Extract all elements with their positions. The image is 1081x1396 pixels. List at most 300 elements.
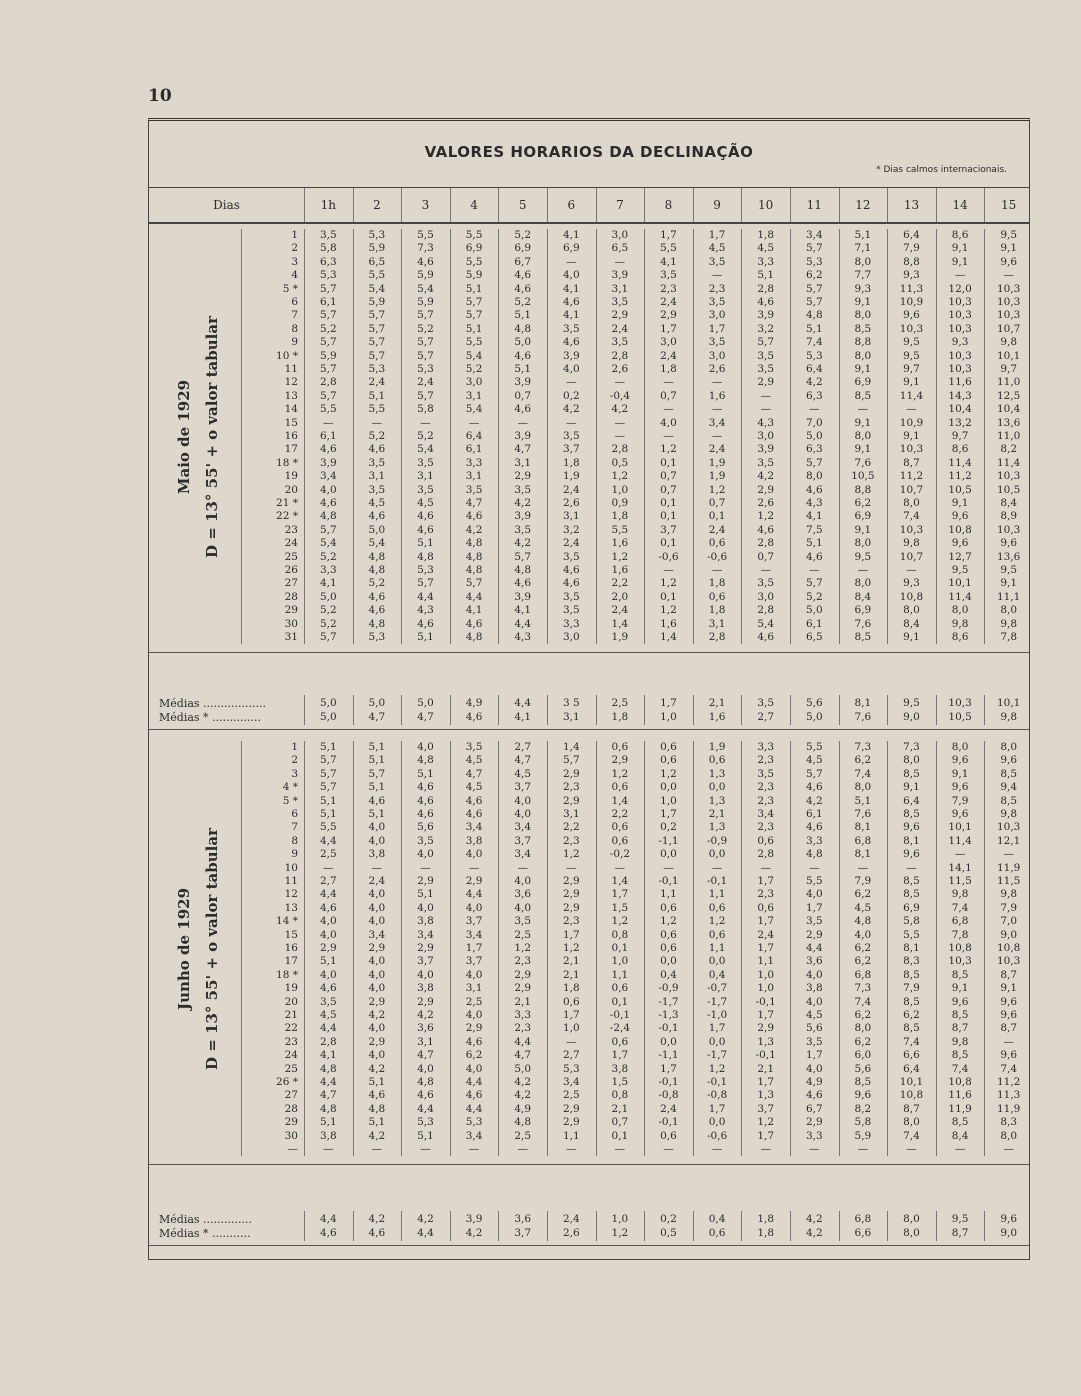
day-cell: 12 xyxy=(284,888,298,901)
value-cell: 2,8 xyxy=(757,848,775,861)
value-cell: 3,9 xyxy=(562,349,580,362)
value-cell: 3,0 xyxy=(708,349,726,362)
value-cell: 8,5 xyxy=(951,1009,969,1021)
value-cell: 2,9 xyxy=(562,875,580,887)
value-cell: 2,4 xyxy=(660,349,677,362)
value-cell: 1,6 xyxy=(611,564,629,576)
means-cell: 1,8 xyxy=(757,1227,775,1239)
value-cell: 10,4 xyxy=(948,403,972,416)
value-cell: 4,6 xyxy=(417,781,434,794)
value-cell: 3,5 xyxy=(368,483,386,496)
value-cell: 9,1 xyxy=(951,982,969,995)
value-cell: 5,8 xyxy=(903,915,920,928)
means-divider xyxy=(644,695,645,725)
value-cell: 0,7 xyxy=(660,389,677,402)
means-cell: 2,5 xyxy=(611,697,629,709)
table-row xyxy=(149,915,1029,928)
value-cell: 4,4 xyxy=(465,1076,483,1088)
value-cell: 11,6 xyxy=(948,1089,972,1102)
month-label: Maio de 1929 xyxy=(175,379,193,494)
value-cell: 4,8 xyxy=(465,537,483,550)
value-cell: 3,4 xyxy=(465,1129,483,1142)
value-cell: 4,6 xyxy=(514,403,532,416)
value-cell: 2,9 xyxy=(611,309,629,322)
day-cell: 23 xyxy=(284,523,298,536)
value-cell: 4,8 xyxy=(319,1062,337,1075)
means-cell: 4,6 xyxy=(368,1227,386,1239)
means-label: Médias .............. xyxy=(159,1213,252,1226)
value-cell: 9,1 xyxy=(951,255,969,268)
value-cell: — xyxy=(663,1143,674,1155)
value-cell: 5,1 xyxy=(319,1116,337,1129)
value-cell: 4,7 xyxy=(417,1049,434,1062)
value-cell: 10,3 xyxy=(899,322,924,335)
value-cell: — xyxy=(614,1143,626,1155)
value-cell: — xyxy=(663,403,674,416)
day-cell: 26 xyxy=(284,564,298,576)
value-cell: 3,5 xyxy=(417,456,434,469)
value-cell: 5,7 xyxy=(319,754,337,767)
value-cell: 1,2 xyxy=(611,767,629,780)
value-cell: 1,7 xyxy=(611,888,629,901)
value-cell: 9,3 xyxy=(951,336,969,349)
day-cell: 29 xyxy=(284,604,298,617)
value-cell: 4,5 xyxy=(514,767,532,780)
value-cell: 5,7 xyxy=(417,349,434,362)
value-cell: 4,2 xyxy=(805,794,823,807)
header-hour: 3 xyxy=(421,198,430,212)
value-cell: 6,6 xyxy=(903,1049,920,1062)
means-cell: 10,3 xyxy=(948,697,972,709)
value-cell: 4,0 xyxy=(660,416,677,429)
value-cell: -1,7 xyxy=(658,995,679,1008)
value-cell: 9,3 xyxy=(854,282,872,295)
header-divider xyxy=(693,188,694,222)
value-cell: 7,4 xyxy=(903,1035,920,1048)
value-cell: -0,6 xyxy=(658,550,679,563)
value-cell: 1,0 xyxy=(562,1022,580,1035)
value-cell: 3,5 xyxy=(805,1035,823,1048)
value-cell: 1,7 xyxy=(562,928,580,941)
value-cell: 0,6 xyxy=(611,821,629,834)
value-cell: 0,6 xyxy=(611,834,629,847)
means-cell: 9,5 xyxy=(903,697,920,709)
value-cell: 4,6 xyxy=(757,523,775,536)
value-cell: 2,8 xyxy=(319,376,337,389)
value-cell: 3,3 xyxy=(514,1009,532,1021)
value-cell: 4,5 xyxy=(708,242,726,255)
value-cell: 7,3 xyxy=(417,242,434,255)
value-cell: — xyxy=(323,861,334,874)
value-cell: 10,3 xyxy=(948,363,972,375)
value-cell: 1,2 xyxy=(708,483,726,496)
day-cell: 19 xyxy=(284,982,298,995)
value-cell: 3,5 xyxy=(708,336,726,349)
value-cell: 8,8 xyxy=(903,255,920,268)
value-cell: 10,3 xyxy=(899,443,924,456)
value-cell: — xyxy=(906,1143,917,1155)
value-cell: 6,7 xyxy=(514,255,532,268)
means-divider xyxy=(887,695,888,725)
value-cell: — xyxy=(468,416,480,429)
value-cell: 8,5 xyxy=(903,995,920,1008)
page-number: 10 xyxy=(148,86,172,106)
value-cell: 10,3 xyxy=(948,349,972,362)
value-cell: 3,8 xyxy=(611,1062,629,1075)
means-cell: 4,2 xyxy=(368,1213,386,1225)
value-cell: 4,4 xyxy=(465,590,483,603)
value-cell: 8,5 xyxy=(951,968,969,981)
value-cell: — xyxy=(566,1143,577,1155)
value-cell: 5,9 xyxy=(417,296,434,308)
value-cell: -1,0 xyxy=(706,1009,728,1021)
table-row xyxy=(149,888,1029,901)
value-cell: 1,1 xyxy=(708,942,726,954)
means-divider xyxy=(450,695,451,725)
value-cell: 3,3 xyxy=(465,456,483,469)
value-cell: 6,2 xyxy=(465,1049,483,1062)
means-cell: 0,2 xyxy=(660,1213,677,1225)
value-cell: 0,6 xyxy=(660,901,677,914)
value-cell: 3,4 xyxy=(708,416,726,429)
value-cell: 11,4 xyxy=(948,456,972,469)
value-cell: 1,8 xyxy=(708,577,726,590)
value-cell: 7,4 xyxy=(854,995,872,1008)
value-cell: 5,7 xyxy=(319,767,337,780)
value-cell: 4,8 xyxy=(319,1102,337,1115)
value-cell: 3,9 xyxy=(514,430,532,442)
value-cell: 8,5 xyxy=(903,767,920,780)
value-cell: 2,9 xyxy=(417,942,434,954)
value-cell: 2,1 xyxy=(514,995,532,1008)
value-cell: 3,9 xyxy=(514,376,532,389)
value-cell: 2,8 xyxy=(757,604,775,617)
value-cell: 4,2 xyxy=(514,537,532,550)
value-cell: 5,1 xyxy=(465,282,483,295)
value-cell: 1,2 xyxy=(514,942,532,954)
day-cell: 6 xyxy=(291,808,298,820)
value-cell: — xyxy=(614,861,626,874)
value-cell: 4,2 xyxy=(611,403,629,416)
value-cell: — xyxy=(906,564,917,576)
value-cell: 1,3 xyxy=(757,1089,775,1102)
value-cell: 1,3 xyxy=(757,1035,775,1048)
value-cell: 4,6 xyxy=(417,1089,434,1102)
value-cell: — xyxy=(711,430,723,442)
value-cell: 4,5 xyxy=(417,497,434,509)
value-cell: 4,0 xyxy=(417,848,434,861)
value-cell: 4,6 xyxy=(417,794,434,807)
value-cell: 11,5 xyxy=(996,875,1021,887)
value-cell: 3,5 xyxy=(611,336,629,349)
value-cell: 5,3 xyxy=(417,564,434,576)
value-cell: 0,0 xyxy=(708,1116,726,1129)
value-cell: 0,6 xyxy=(611,781,629,794)
value-cell: 2,3 xyxy=(757,821,775,834)
value-cell: 2,4 xyxy=(368,875,386,887)
value-cell: 6,2 xyxy=(854,1035,872,1048)
value-cell: — xyxy=(760,403,771,416)
day-cell: 21 * xyxy=(276,497,298,509)
value-cell: 1,1 xyxy=(708,888,726,901)
value-cell: 8,6 xyxy=(951,631,969,643)
month-label: Junho de 1929 xyxy=(175,887,193,1010)
value-cell: 4,6 xyxy=(417,808,434,820)
value-cell: 7,1 xyxy=(854,242,872,255)
means-separator xyxy=(149,1245,1029,1246)
value-cell: — xyxy=(566,861,577,874)
value-cell: 5,2 xyxy=(319,322,337,335)
value-cell: 4,8 xyxy=(417,550,434,563)
value-cell: -0,1 xyxy=(609,1009,631,1021)
value-cell: 4,0 xyxy=(319,968,337,981)
means-cell: 2,4 xyxy=(562,1213,580,1225)
day-cell: 27 xyxy=(284,1089,298,1102)
value-cell: 6,3 xyxy=(319,255,337,268)
value-cell: 4,2 xyxy=(368,1129,386,1142)
value-cell: — xyxy=(371,861,383,874)
header-hour: 12 xyxy=(855,198,871,212)
value-cell: -0,7 xyxy=(706,982,728,995)
day-cell: 28 xyxy=(284,590,298,603)
value-cell: 0,7 xyxy=(660,483,677,496)
value-cell: 5,4 xyxy=(465,349,483,362)
value-cell: 8,7 xyxy=(903,1102,920,1115)
value-cell: -0,4 xyxy=(609,389,631,402)
value-cell: 2,5 xyxy=(514,1129,532,1142)
means-cell: 8,7 xyxy=(951,1227,969,1239)
value-cell: 2,4 xyxy=(368,376,386,389)
value-cell: 0,1 xyxy=(611,942,629,954)
value-cell: 4,6 xyxy=(562,577,580,590)
value-cell: 8,0 xyxy=(903,497,920,509)
value-cell: 1,4 xyxy=(611,617,629,630)
value-cell: 9,1 xyxy=(903,631,920,643)
value-cell: 5,2 xyxy=(319,550,337,563)
value-cell: 5,5 xyxy=(465,229,483,241)
value-cell: 4,6 xyxy=(319,497,337,509)
value-cell: 1,7 xyxy=(757,875,775,887)
day-cell: 5 * xyxy=(282,794,298,807)
value-cell: — xyxy=(809,564,820,576)
value-cell: — xyxy=(1003,1035,1014,1048)
value-cell: 4,6 xyxy=(319,443,337,456)
value-cell: 9,8 xyxy=(951,888,969,901)
value-cell: 8,0 xyxy=(1000,741,1018,753)
value-cell: 8,0 xyxy=(854,781,872,794)
value-cell: 2,9 xyxy=(611,754,629,767)
value-cell: 1,1 xyxy=(660,888,677,901)
table-row xyxy=(149,336,1029,349)
value-cell: 4,0 xyxy=(417,1062,434,1075)
table-row xyxy=(149,403,1029,416)
value-cell: 5,1 xyxy=(319,741,337,753)
value-cell: 4,2 xyxy=(368,1009,386,1021)
value-cell: 1,2 xyxy=(708,1062,726,1075)
value-cell: 9,6 xyxy=(951,808,969,820)
value-cell: — xyxy=(517,861,528,874)
value-cell: 9,5 xyxy=(854,550,872,563)
means-cell: 3,1 xyxy=(562,711,580,723)
value-cell: 7,3 xyxy=(903,741,920,753)
table-row xyxy=(149,741,1029,754)
value-cell: 5,3 xyxy=(368,631,386,643)
value-cell: 4,0 xyxy=(368,915,386,928)
value-cell: 10,7 xyxy=(899,550,924,563)
value-cell: 1,7 xyxy=(708,1102,726,1115)
value-cell: 1,6 xyxy=(611,537,629,550)
value-cell: 2,9 xyxy=(562,1116,580,1129)
value-cell: 0,0 xyxy=(708,848,726,861)
day-cell: 10 xyxy=(284,861,298,874)
value-cell: 8,5 xyxy=(903,888,920,901)
value-cell: 5,5 xyxy=(368,269,386,282)
value-cell: 1,3 xyxy=(708,794,726,807)
value-cell: 10,3 xyxy=(996,470,1021,483)
value-cell: 5,2 xyxy=(417,430,434,442)
table-row xyxy=(149,969,1029,982)
table-row xyxy=(149,631,1029,644)
value-cell: 3,1 xyxy=(368,470,386,483)
value-cell: 2,6 xyxy=(611,363,629,375)
value-cell: 10,1 xyxy=(948,577,972,590)
value-cell: 3,5 xyxy=(805,915,823,928)
value-cell: 7,4 xyxy=(903,510,920,523)
value-cell: 9,8 xyxy=(951,1035,969,1048)
value-cell: -0,6 xyxy=(706,1129,728,1142)
day-cell: 8 xyxy=(291,834,298,847)
day-cell: 26 * xyxy=(276,1076,298,1088)
value-cell: 5,7 xyxy=(368,336,386,349)
value-cell: 10,3 xyxy=(996,955,1021,968)
means-cell: 10,1 xyxy=(996,697,1021,709)
value-cell: 2,9 xyxy=(805,1116,823,1129)
value-cell: 8,0 xyxy=(854,309,872,322)
value-cell: 5,7 xyxy=(319,336,337,349)
value-cell: 4,0 xyxy=(465,1009,483,1021)
value-cell: 6,9 xyxy=(562,242,580,255)
value-cell: 4,5 xyxy=(319,1009,337,1021)
value-cell: 4,7 xyxy=(319,1089,337,1102)
table-row xyxy=(149,242,1029,255)
value-cell: 1,8 xyxy=(562,456,580,469)
table-row xyxy=(149,510,1029,523)
value-cell: 7,4 xyxy=(951,901,969,914)
value-cell: 8,5 xyxy=(854,322,872,335)
value-cell: 9,6 xyxy=(1000,754,1018,767)
value-cell: 2,5 xyxy=(562,1089,580,1102)
value-cell: 4,0 xyxy=(805,1062,823,1075)
value-cell: 5,1 xyxy=(368,389,386,402)
value-cell: 9,5 xyxy=(903,336,920,349)
value-cell: 2,9 xyxy=(757,376,775,389)
value-cell: 4,6 xyxy=(417,255,434,268)
means-divider xyxy=(450,1211,451,1241)
table-title: VALORES HORARIOS DA DECLINAÇÃO xyxy=(424,143,754,161)
value-cell: 6,4 xyxy=(903,229,920,241)
means-cell: 3,6 xyxy=(514,1213,532,1225)
value-cell: 6,2 xyxy=(903,1009,920,1021)
value-cell: 5,5 xyxy=(903,928,920,941)
value-cell: 5,0 xyxy=(805,604,823,617)
value-cell: 9,5 xyxy=(1000,564,1018,576)
value-cell: 2,4 xyxy=(660,1102,677,1115)
value-cell: 9,6 xyxy=(951,754,969,767)
value-cell: 5,4 xyxy=(319,537,337,550)
value-cell: 14,3 xyxy=(948,389,972,402)
value-cell: — xyxy=(566,1035,577,1048)
value-cell: 9,8 xyxy=(1000,808,1018,820)
value-cell: 3,1 xyxy=(417,1035,434,1048)
day-cell: 30 xyxy=(284,617,298,630)
day-cell: 2 xyxy=(291,242,298,255)
value-cell: 12,1 xyxy=(996,834,1021,847)
value-cell: 1,2 xyxy=(611,470,629,483)
means-divider xyxy=(693,1211,694,1241)
value-cell: 3,8 xyxy=(417,915,434,928)
header-hour: 14 xyxy=(952,198,968,212)
table-row xyxy=(149,591,1029,604)
table-row xyxy=(149,1143,1029,1156)
value-cell: 6,9 xyxy=(514,242,532,255)
value-cell: 3,4 xyxy=(562,1076,580,1088)
value-cell: 4,4 xyxy=(465,1102,483,1115)
value-cell: 4,0 xyxy=(417,741,434,753)
table-row xyxy=(149,1009,1029,1022)
value-cell: 3,3 xyxy=(805,1129,823,1142)
value-cell: 0,6 xyxy=(660,928,677,941)
header-hour: 5 xyxy=(518,198,527,212)
value-cell: 5,0 xyxy=(368,523,386,536)
means-cell: 5,0 xyxy=(368,697,386,709)
value-cell: 3,4 xyxy=(757,808,775,820)
value-cell: — xyxy=(420,861,431,874)
value-cell: 9,6 xyxy=(951,995,969,1008)
value-cell: 3,5 xyxy=(757,767,775,780)
value-cell: 7,3 xyxy=(854,741,872,753)
day-cell: 4 * xyxy=(282,781,298,794)
value-cell: — xyxy=(711,1143,723,1155)
value-cell: 8,8 xyxy=(854,483,872,496)
value-cell: 4,9 xyxy=(805,1076,823,1088)
value-cell: 1,1 xyxy=(562,1129,580,1142)
day-cell: 14 xyxy=(284,403,298,416)
value-cell: 5,1 xyxy=(319,794,337,807)
value-cell: 10,3 xyxy=(996,523,1021,536)
value-cell: 4,6 xyxy=(562,296,580,308)
formula-label: D = 13° 55' + o valor tabular xyxy=(203,827,221,1070)
calm-days-note: * Dias calmos internacionais. xyxy=(876,165,1007,175)
value-cell: 4,0 xyxy=(368,1022,386,1035)
value-cell: — xyxy=(566,416,577,429)
value-cell: — xyxy=(954,269,966,282)
value-cell: 9,5 xyxy=(1000,229,1018,241)
header-divider xyxy=(839,188,840,222)
day-cell: 6 xyxy=(291,296,298,308)
value-cell: 5,4 xyxy=(417,282,434,295)
value-cell: 3,9 xyxy=(757,309,775,322)
means-cell: 0,5 xyxy=(660,1227,677,1239)
value-cell: 3,5 xyxy=(319,229,337,241)
value-cell: 11,3 xyxy=(996,1089,1021,1102)
value-cell: 4,2 xyxy=(514,1076,532,1088)
value-cell: — xyxy=(954,848,966,861)
value-cell: 4,2 xyxy=(757,470,775,483)
value-cell: 4,7 xyxy=(514,443,532,456)
value-cell: 0,6 xyxy=(660,1129,677,1142)
value-cell: 4,6 xyxy=(562,336,580,349)
day-cell: 13 xyxy=(284,901,298,914)
